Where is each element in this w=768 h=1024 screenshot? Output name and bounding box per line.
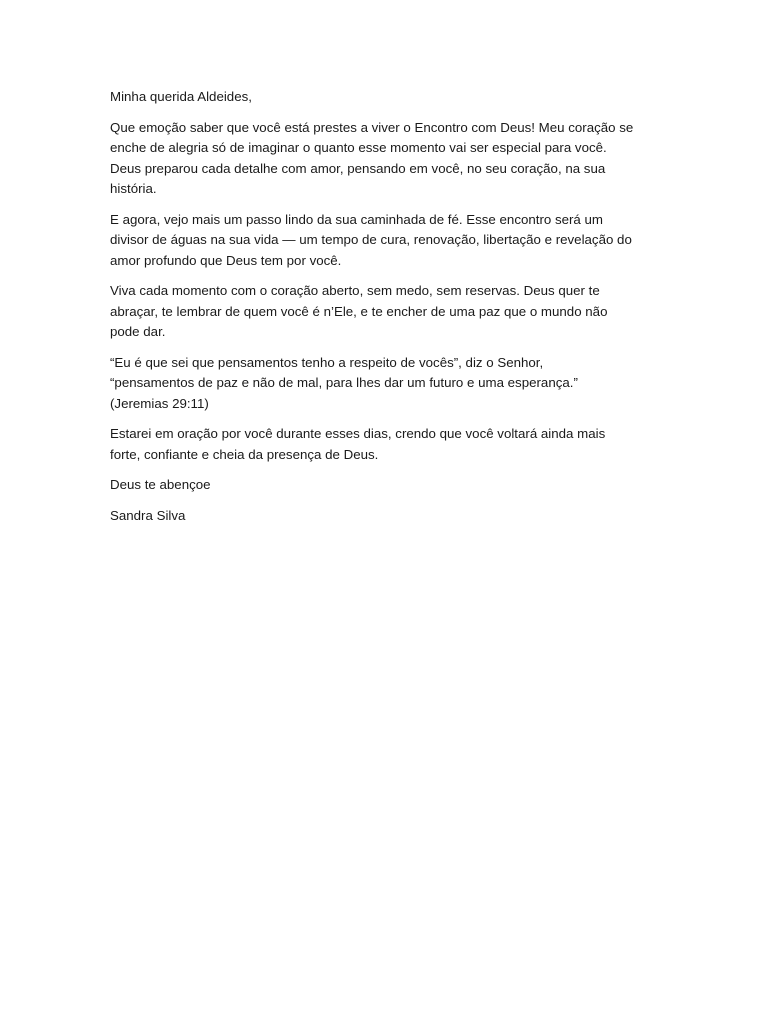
paragraph-line: Estarei em oração por você durante esses dias, crendo que você voltará ainda mais (110, 426, 606, 441)
letter-bible-quote (110, 353, 668, 415)
paragraph-line: história. (110, 181, 157, 196)
letter-paragraph-5 (110, 424, 668, 465)
paragraph-line: Que emoção saber que você está prestes a viver o Encontro com Deus! Meu coração se (110, 119, 634, 135)
letter-closing: Deus te abençoe (110, 477, 211, 492)
quote-line: “pensamentos de paz e não de mal, para lhes dar um futuro e uma esperança.” (110, 375, 578, 390)
quote-line: “Eu é que sei que pensamentos tenho a respeito de vocês”, diz o Senhor, (110, 354, 544, 370)
letter-paragraph-2 (110, 210, 668, 272)
quote-reference: (Jeremias 29:11) (110, 395, 209, 411)
paragraph-line: Viva cada momento com o coração aberto, sem medo, sem reservas. Deus quer te (110, 283, 600, 298)
paragraph-line: Deus preparou cada detalhe com amor, pensando em você, no seu coração, na sua (110, 160, 606, 176)
letter-signature: Sandra Silva (110, 507, 186, 523)
paragraph-line: amor profundo que Deus tem por você. (110, 252, 342, 268)
paragraph-line: E agora, vejo mais um passo lindo da sua caminhada de fé. Esse encontro será um (110, 211, 603, 227)
paragraph-line: forte, confiante e cheia da presença de Deus. (110, 446, 379, 462)
paragraph-line: pode dar. (110, 324, 166, 339)
paragraph-line: abraçar, te lembrar de quem você é n’Ele, e te encher de uma paz que o mundo não (110, 303, 608, 319)
letter-greeting: Minha querida Aldeides, (110, 89, 252, 104)
letter-paragraph-3 (110, 281, 668, 343)
paragraph-line: enche de alegria só de imaginar o quanto esse momento vai ser especial para você. (110, 140, 607, 155)
letter-paragraph-1 (110, 118, 668, 200)
paragraph-line: divisor de águas na sua vida — um tempo de cura, renovação, libertação e revelação do (110, 232, 632, 247)
